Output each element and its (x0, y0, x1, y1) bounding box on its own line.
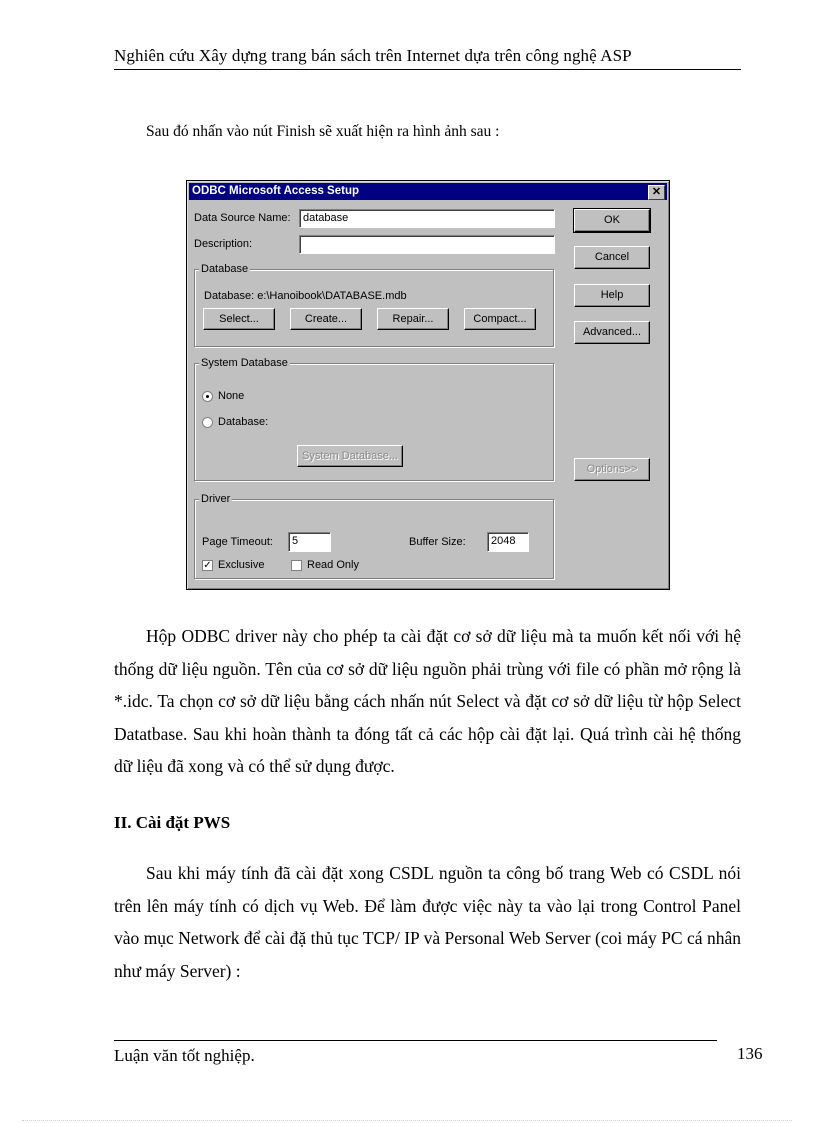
compact-button[interactable]: Compact... (464, 308, 536, 330)
buffer-size-label: Buffer Size: (409, 536, 466, 548)
footer-text: Luận văn tốt nghiệp. (114, 1046, 255, 1065)
description-input[interactable] (299, 235, 555, 254)
paragraph-1 (114, 620, 741, 783)
radio-none[interactable] (202, 391, 213, 402)
section-heading: II. Cài đặt PWS (114, 813, 231, 832)
dialog-title: ODBC Microsoft Access Setup (192, 185, 359, 197)
readonly-label: Read Only (307, 559, 359, 571)
buffer-size-input[interactable]: 2048 (487, 532, 529, 552)
create-button[interactable]: Create... (290, 308, 362, 330)
database-path: Database: e:\Hanoibook\DATABASE.mdb (204, 290, 407, 302)
page-header: Nghiên cứu Xây dựng trang bán sách trên Internet dựa trên công nghệ ASP (114, 46, 741, 70)
database-group-title: Database (201, 263, 249, 275)
exclusive-label: Exclusive (218, 559, 265, 571)
radio-none-label: None (218, 390, 245, 402)
system-database-group-title: System Database (201, 357, 288, 369)
bottom-dotted-line (22, 1120, 792, 1121)
dsn-input[interactable]: database (299, 209, 555, 228)
intro-text: Sau đó nhấn vào nút Finish sẽ xuất hiện ra hình ảnh sau : (146, 123, 500, 140)
readonly-checkbox[interactable] (291, 560, 302, 571)
page-timeout-input[interactable]: 5 (288, 532, 331, 552)
paragraph-2 (114, 857, 741, 987)
repair-button[interactable]: Repair... (377, 308, 449, 330)
odbc-dialog (186, 180, 670, 590)
dsn-label: Data Source Name: (194, 212, 291, 224)
cancel-button[interactable]: Cancel (574, 246, 650, 269)
radio-database[interactable] (202, 417, 213, 428)
page-number: 136 (737, 1044, 763, 1063)
paragraph-2-text: Sau khi máy tính đã cài đặt xong CSDL nguồn ta công bố trang Web có CSDL nói trên lên máy tính có dịch vụ Web. Để làm được việc này ta vào lại trong Control Panel vào mục Network để cài đặ thủ tục TCP/ IP và Personal Web Server (coi máy PC cá nhân như máy Server) : (114, 863, 741, 981)
help-button[interactable]: Help (574, 284, 650, 307)
advanced-button[interactable]: Advanced... (574, 321, 650, 344)
radio-database-label: Database: (218, 416, 269, 428)
options-button[interactable]: Options>> (574, 458, 650, 481)
paragraph-1-text: Hộp ODBC driver này cho phép ta cài đặt cơ sở dữ liệu mà ta muốn kết nối với hệ thống dữ liệu nguồn. Tên của cơ sở dữ liệu nguồn phải trùng với file có phần mở rộng là *.idc. Ta chọn cơ sở dữ liệu bằng cách nhấn nút Select và đặt cơ sở dữ liệu từ hộp Select Datatbase. Sau khi hoàn thành ta đóng tất cả các hộp cài đặt lại. Quá trình cài hệ thống dữ liệu đã xong và có thể sử dụng được. (114, 626, 741, 776)
page-timeout-label: Page Timeout: (202, 536, 273, 548)
footer-divider (114, 1040, 717, 1041)
driver-group-title: Driver (201, 493, 231, 505)
dialog-titlebar[interactable] (189, 183, 667, 200)
ok-button[interactable]: OK (574, 209, 650, 232)
system-database-button[interactable]: System Database... (297, 445, 403, 467)
exclusive-checkbox[interactable]: ✓ (203, 560, 212, 571)
select-button[interactable]: Select... (203, 308, 275, 330)
description-label: Description: (194, 238, 253, 250)
close-icon[interactable]: ✕ (648, 185, 665, 200)
